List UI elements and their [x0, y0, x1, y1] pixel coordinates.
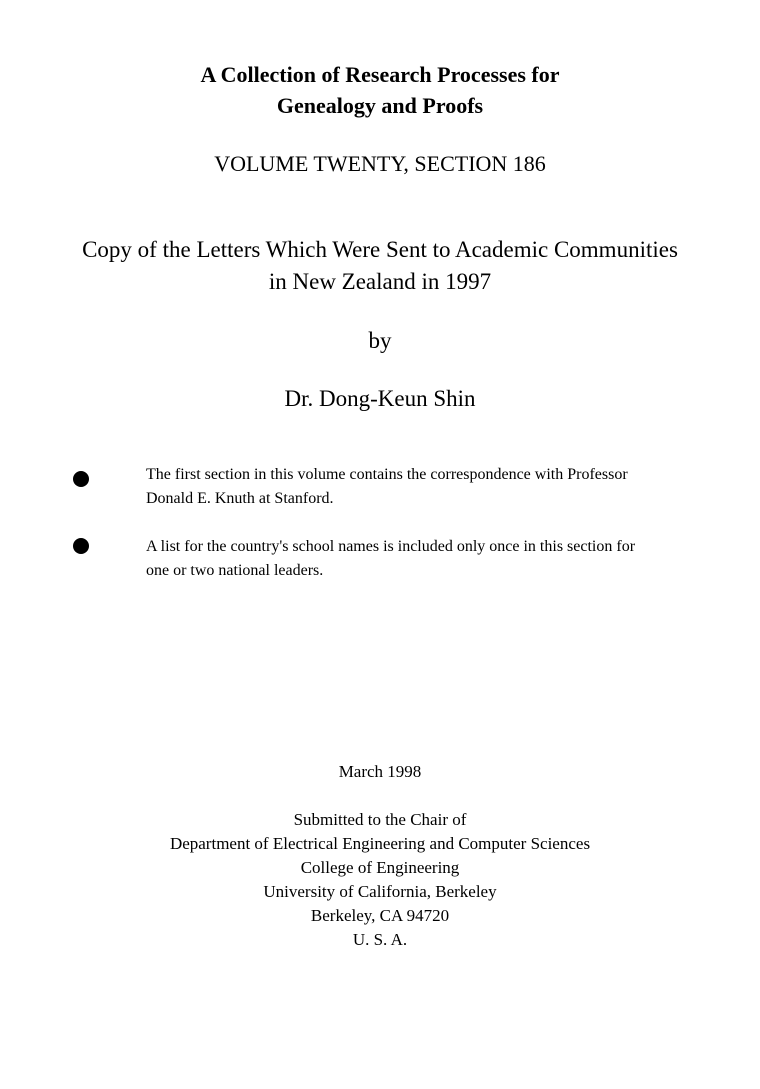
submission-line-6: U. S. A.: [352, 930, 408, 949]
bullet-line: A list for the country's school names is included only once in this section for: [146, 538, 636, 555]
bullet-icon: [73, 538, 89, 554]
subtitle-line-1: Copy of the Letters Which Were Sent to Academic Communities: [82, 237, 678, 262]
submission-date: March 1998: [338, 762, 422, 781]
bullet-line: Donald E. Knuth at Stanford.: [146, 490, 334, 507]
submission-line-3: College of Engineering: [300, 858, 460, 877]
submission-line-1: Submitted to the Chair of: [293, 810, 467, 829]
bullet-icon: [73, 471, 89, 487]
bullet-text: [146, 463, 726, 511]
submission-line-5: Berkeley, CA 94720: [310, 906, 450, 925]
submission-line-2: Department of Electrical Engineering and Computer Sciences: [169, 834, 591, 853]
bullet-line: The first section in this volume contains the correspondence with Professor: [146, 466, 628, 483]
volume-heading: VOLUME TWENTY, SECTION 186: [214, 151, 546, 176]
byline: by: [368, 328, 392, 353]
subtitle-line-2: in New Zealand in 1997: [268, 269, 492, 294]
submission-line-4: University of California, Berkeley: [263, 882, 497, 901]
title-line-1: A Collection of Research Processes for: [200, 62, 560, 87]
title-line-2: Genealogy and Proofs: [276, 93, 484, 118]
bullet-text: [146, 535, 726, 583]
author-name: Dr. Dong-Keun Shin: [284, 386, 476, 411]
bullet-line: one or two national leaders.: [146, 562, 324, 579]
